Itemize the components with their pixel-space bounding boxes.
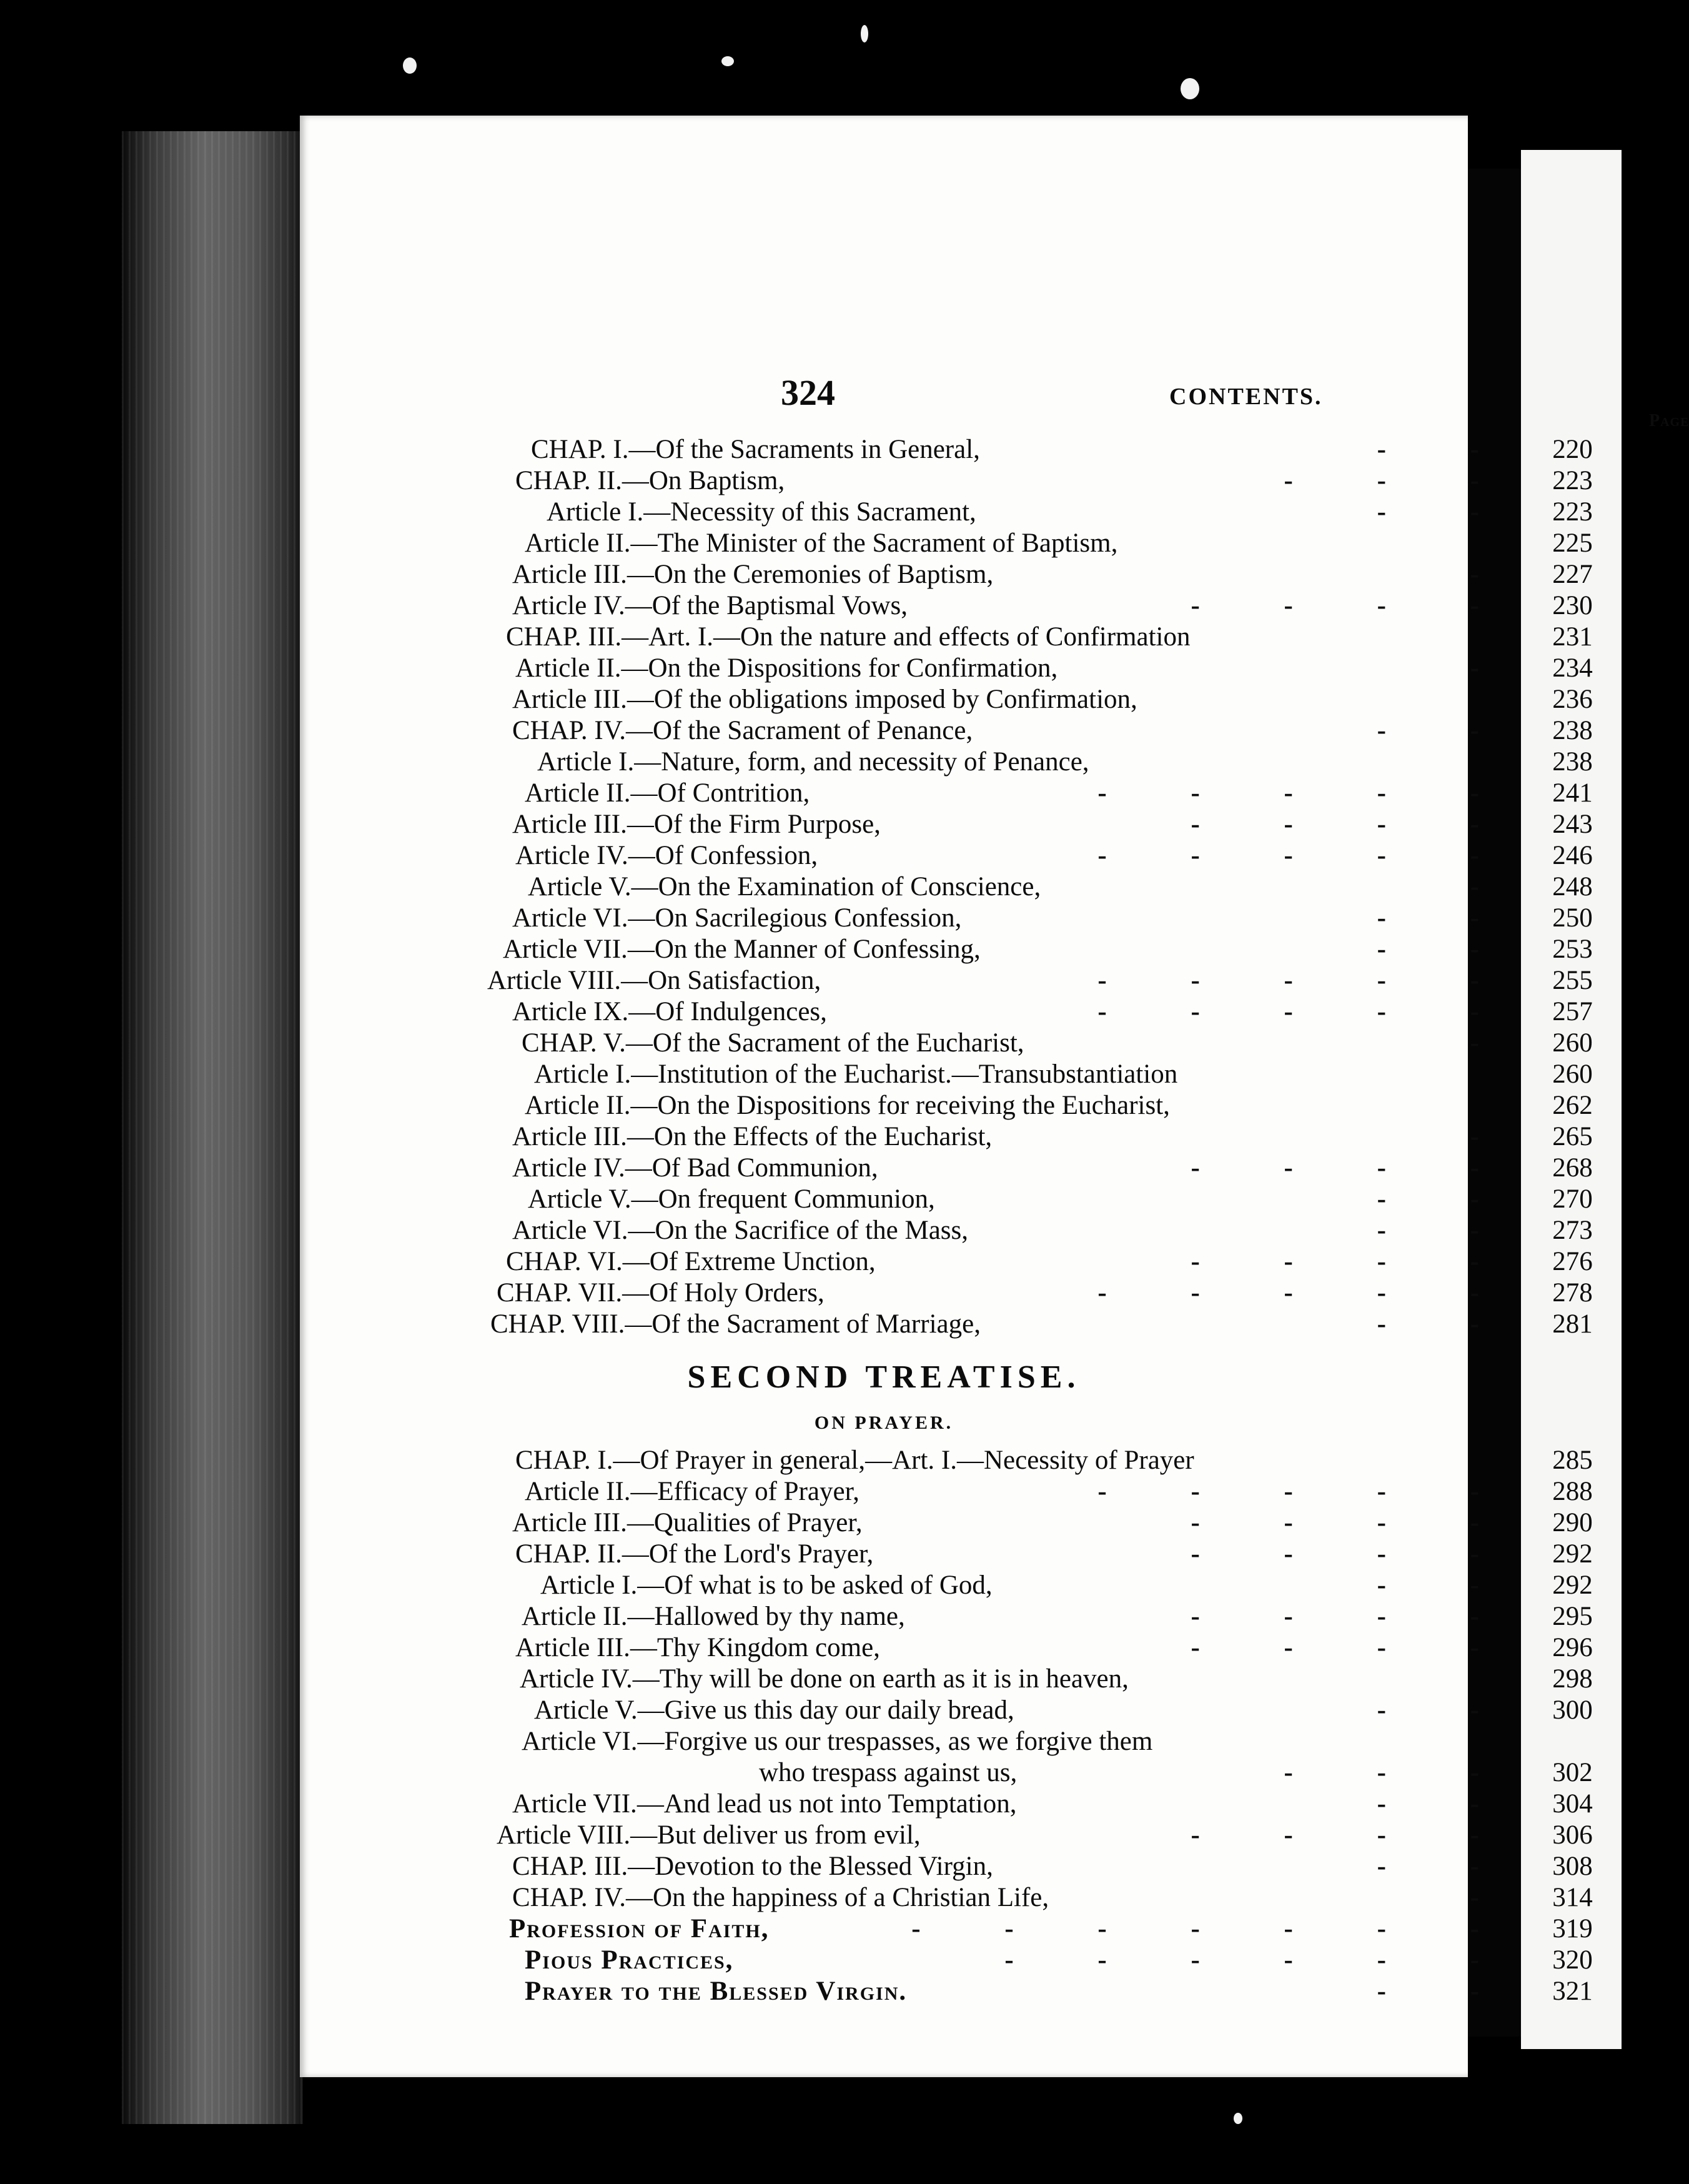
entry-page-number: 302 [1552, 1758, 1593, 1787]
entry-title [503, 934, 981, 965]
dot-leader: - - - - - [1097, 997, 1518, 1026]
scan-speck [861, 25, 868, 42]
prayer-entry [525, 1976, 1615, 2007]
entry-page-number: 288 [1552, 1477, 1593, 1506]
running-head: CONTENTS. [1169, 384, 1323, 410]
entry-title [525, 1476, 859, 1507]
entry-page-number: 281 [1552, 1309, 1593, 1339]
entry-label: CHAP. I. [515, 1446, 613, 1475]
entry-text: —Of the obligations imposed by Confirmation, [627, 685, 1137, 714]
entry-label: Prayer to the Blessed Virgin. [525, 1977, 908, 2006]
entry-title [537, 747, 1089, 778]
dot-leader: - - - - [1191, 591, 1518, 620]
entry-text: —Of the Sacrament of Marriage, [625, 1309, 981, 1339]
entry-page-number: 298 [1552, 1664, 1593, 1694]
sacraments-entry [547, 497, 1615, 528]
dot-leader: - - - - - - - [911, 1914, 1518, 1943]
dot-leader: - - [1377, 497, 1518, 527]
dot-leader: - - - - - [1097, 841, 1518, 870]
entry-title [522, 1726, 1152, 1757]
entry-page-number: 292 [1552, 1539, 1593, 1569]
entry-text: —Devotion to the Blessed Virgin, [628, 1852, 993, 1881]
sacraments-entry [512, 809, 1615, 840]
entry-title [515, 1539, 873, 1570]
entry-text: —Of the Sacrament of the Eucharist, [625, 1028, 1024, 1058]
dot-leader: - [1470, 653, 1518, 683]
dot-leader: - - - - [1191, 1247, 1518, 1276]
entry-title [512, 809, 881, 840]
entry-page-number: 314 [1552, 1883, 1593, 1912]
entry-label: Article I. [540, 1571, 638, 1600]
entry-text: —On frequent Communion, [631, 1184, 935, 1214]
entry-title [512, 1215, 968, 1246]
dot-leader: - [1470, 560, 1518, 589]
prayer-entry [522, 1601, 1615, 1632]
entry-page-number: 268 [1552, 1153, 1593, 1183]
entry-title [497, 1820, 921, 1851]
entry-page-number: 321 [1552, 1977, 1593, 2006]
entry-title [512, 903, 961, 934]
entry-title [525, 1976, 907, 2007]
entry-page-number: 260 [1552, 1028, 1593, 1058]
entry-label: Article III. [512, 560, 627, 589]
entry-page-number: 238 [1552, 747, 1593, 777]
sacraments-entry [515, 465, 1615, 497]
dot-leader: - - [1377, 935, 1518, 964]
entry-label: Article VIII. [487, 966, 622, 995]
entry-label: Article IV. [515, 841, 628, 870]
entry-text: —On the Effects of the Eucharist, [627, 1122, 993, 1151]
scan-speck [403, 57, 417, 74]
entry-label: Article I. [537, 747, 635, 777]
prayer-entry [515, 1632, 1615, 1664]
prayer-entry [512, 1507, 1615, 1539]
scan-speck [721, 56, 734, 66]
prayer-entry [509, 1913, 1615, 1945]
entry-text: —On Baptism, [622, 466, 785, 495]
entry-title [525, 1090, 1170, 1121]
entry-text: —On the Sacrifice of the Mass, [628, 1216, 968, 1245]
entry-label: Article V. [534, 1695, 638, 1725]
entry-label: Article III. [512, 685, 627, 714]
entry-title [512, 1851, 993, 1882]
prayer-entry [525, 1945, 1615, 1976]
entry-label: Article VI. [512, 1216, 628, 1245]
dot-leader: - - [1377, 716, 1518, 745]
entry-title [534, 1695, 1014, 1726]
entry-text: —Forgive us our trespasses, as we forgive them [637, 1727, 1153, 1756]
scan-speck [1181, 78, 1199, 99]
entry-label: CHAP. III. [506, 622, 622, 652]
entry-text: —Of the Lord's Prayer, [622, 1539, 874, 1569]
sacraments-entry [525, 778, 1615, 809]
prayer-entry [759, 1757, 1615, 1789]
entry-page-number: 227 [1552, 560, 1593, 589]
entry-page-number: 300 [1552, 1695, 1593, 1725]
dot-leader: - - [1377, 1571, 1518, 1600]
dot-leader: - - [1377, 1852, 1518, 1881]
entry-page-number: 220 [1552, 435, 1593, 464]
entry-text: —Hallowed by thy name, [627, 1602, 905, 1631]
dot-leader: - - [1377, 1184, 1518, 1214]
dot-leader: - - [1377, 903, 1518, 933]
entry-label: CHAP. VII. [497, 1278, 623, 1308]
dot-leader: - - - - - [1097, 966, 1518, 995]
entry-label: Article VI. [512, 903, 628, 933]
entry-label: Article III. [512, 1508, 627, 1537]
entry-label: Article V. [528, 1184, 632, 1214]
entry-page-number: 285 [1552, 1446, 1593, 1475]
entry-page-number: 234 [1552, 653, 1593, 683]
entry-page-number: 278 [1552, 1278, 1593, 1308]
entry-title [534, 1059, 1177, 1090]
entry-page-number: 246 [1552, 841, 1593, 870]
entry-text: —Thy Kingdom come, [630, 1633, 880, 1662]
prayer-entry [520, 1664, 1615, 1695]
entry-text: —On the Dispositions for receiving the Eucharist, [630, 1091, 1170, 1120]
entry-page-number: 230 [1552, 591, 1593, 620]
sacraments-entry [528, 871, 1615, 903]
prayer-entry [534, 1695, 1615, 1726]
entry-page-number: 231 [1552, 622, 1593, 652]
entry-title [512, 996, 827, 1028]
entry-label: Article III. [515, 1633, 630, 1662]
dot-leader: - - [1377, 1216, 1518, 1245]
dot-leader: - - [1377, 1309, 1518, 1339]
scan-speck [1234, 2113, 1242, 2124]
entry-page-number: 257 [1552, 997, 1593, 1026]
entry-page-number: 225 [1552, 529, 1593, 558]
entry-text: —On the Manner of Confessing, [627, 935, 981, 964]
entry-page-number: 308 [1552, 1852, 1593, 1881]
entry-title [512, 1882, 1049, 1913]
entry-text: —On the Dispositions for Confirmation, [621, 653, 1058, 683]
entry-page-number: 248 [1552, 872, 1593, 901]
entry-text: —On the happiness of a Christian Life, [626, 1883, 1049, 1912]
entry-text: —Of Confession, [628, 841, 818, 870]
entry-text: —Give us this day our daily bread, [637, 1695, 1014, 1725]
entry-page-number: 223 [1552, 466, 1593, 495]
prayer-entry [515, 1445, 1615, 1476]
entry-text: —Nature, form, and necessity of Penance, [634, 747, 1089, 777]
prayer-entry [512, 1789, 1615, 1820]
sacraments-entry [506, 622, 1615, 653]
dot-leader: - - - [1284, 1758, 1518, 1787]
entry-page-number: 223 [1552, 497, 1593, 527]
entry-label: Article II. [515, 653, 622, 683]
entry-page-number: 290 [1552, 1508, 1593, 1537]
entry-label: Article I. [547, 497, 644, 527]
entry-text: —Of the Sacraments in General, [628, 435, 980, 464]
entry-text: —Of Prayer in general,—Art. I.—Necessity of Prayer [613, 1446, 1194, 1475]
entry-title [497, 1278, 825, 1309]
entry-title [512, 1121, 992, 1153]
entry-page-number: 243 [1552, 810, 1593, 839]
entry-text: —Of Extreme Unction, [622, 1247, 876, 1276]
entry-label: Article IX. [512, 997, 629, 1026]
entry-text: —Institution of the Eucharist.—Transubstantiation [631, 1060, 1178, 1089]
entry-title [759, 1757, 1017, 1789]
entry-title [515, 653, 1057, 684]
sacraments-entry [512, 1121, 1615, 1153]
page-column-label: Page [1649, 411, 1689, 430]
dot-leader: - - - - - - [1004, 1945, 1518, 1975]
entry-label: Profession of Faith, [509, 1914, 770, 1943]
entry-label: Article VII. [503, 935, 628, 964]
entry-text: —Of Contrition, [630, 778, 810, 808]
entry-label: Article VI. [522, 1727, 638, 1756]
entry-title [512, 684, 1137, 715]
entry-label: Article III. [512, 1122, 627, 1151]
entry-text: —On Sacrilegious Confession, [628, 903, 962, 933]
dot-leader: - - - - [1191, 1153, 1518, 1183]
sacraments-entry [512, 684, 1615, 715]
entry-page-number: 319 [1552, 1914, 1593, 1943]
entry-text: —Of Bad Communion, [625, 1153, 878, 1183]
entry-label: CHAP. III. [512, 1852, 628, 1881]
entry-label: Article VII. [512, 1789, 637, 1819]
sacraments-entry [490, 1309, 1615, 1340]
dot-leader: - - - [1284, 466, 1518, 495]
sacraments-entry [512, 1215, 1615, 1246]
dot-leader: - - - - [1191, 810, 1518, 839]
entry-page-number: 306 [1552, 1820, 1593, 1850]
entry-label: Article II. [525, 529, 631, 558]
dot-leader: - [1470, 1883, 1518, 1912]
entry-label: CHAP. VI. [506, 1247, 623, 1276]
entry-label: Article I. [534, 1060, 632, 1089]
dot-leader: - - - - [1191, 1508, 1518, 1537]
entry-text: —Of the Sacrament of Penance, [626, 716, 973, 745]
sacraments-entry [525, 528, 1615, 559]
dot-leader: - - - - - [1097, 1278, 1518, 1308]
prayer-entry [497, 1820, 1615, 1851]
entry-title [522, 1028, 1024, 1059]
entry-label: CHAP. II. [515, 466, 622, 495]
entry-text: —Of what is to be asked of God, [637, 1571, 993, 1600]
sacraments-entry [487, 965, 1615, 996]
entry-page-number: 241 [1552, 778, 1593, 808]
dot-leader: - - - - - [1097, 778, 1518, 808]
sacraments-entry [512, 559, 1615, 590]
entry-label: Article III. [512, 810, 627, 839]
entry-title [547, 497, 976, 528]
entry-text: —Necessity of this Sacrament, [643, 497, 976, 527]
entry-title [515, 1632, 880, 1664]
entry-text: —Of Holy Orders, [622, 1278, 825, 1308]
entry-text: —And lead us not into Temptation, [636, 1789, 1017, 1819]
entry-text: —Of the Firm Purpose, [627, 810, 881, 839]
prayer-entry [515, 1539, 1615, 1570]
sacraments-entry [512, 590, 1615, 622]
entry-title [512, 590, 908, 622]
entry-page-number: 260 [1552, 1060, 1593, 1089]
sacraments-entry [503, 934, 1615, 965]
entry-label: CHAP. IV. [512, 716, 627, 745]
entry-page-number: 270 [1552, 1184, 1593, 1214]
entry-title [528, 871, 1041, 903]
entry-title [490, 1309, 981, 1340]
entry-page-number: 253 [1552, 935, 1593, 964]
entry-title [525, 528, 1117, 559]
prayer-entry [540, 1570, 1615, 1601]
sacraments-entry [512, 715, 1615, 747]
entry-text: —Of the Baptismal Vows, [625, 591, 908, 620]
entry-page-number: 320 [1552, 1945, 1593, 1975]
entry-page-number: 292 [1552, 1571, 1593, 1600]
entry-title [525, 778, 810, 809]
entry-title [540, 1570, 993, 1601]
dot-leader: - - [1377, 1977, 1518, 2006]
sacraments-entry [512, 1153, 1615, 1184]
entry-title [515, 840, 818, 871]
entry-page-number: 276 [1552, 1247, 1593, 1276]
entry-title [512, 559, 993, 590]
entry-title [512, 1507, 863, 1539]
entry-label: Article II. [525, 778, 631, 808]
sacraments-entry [512, 996, 1615, 1028]
dot-leader: - - [1377, 1695, 1518, 1725]
sacraments-entry [522, 1028, 1615, 1059]
entry-page-number: 262 [1552, 1091, 1593, 1120]
dot-leader: - - - - - [1097, 1477, 1518, 1506]
entry-title [515, 1445, 1194, 1476]
prayer-entry [512, 1851, 1615, 1882]
entry-label: Article IV. [512, 1153, 625, 1183]
entry-page-number: 296 [1552, 1633, 1593, 1662]
entry-label: CHAP. V. [522, 1028, 626, 1058]
sacraments-entry [537, 747, 1615, 778]
entry-title [531, 434, 980, 465]
sacraments-entry [515, 653, 1615, 684]
treatise-subheading: ON PRAYER. [814, 1412, 954, 1433]
sacraments-entry [506, 1246, 1615, 1278]
entry-page-number: 255 [1552, 966, 1593, 995]
entry-text: —The Minister of the Sacrament of Baptism, [630, 529, 1118, 558]
sacraments-entry [512, 903, 1615, 934]
entry-page-number: 250 [1552, 903, 1593, 933]
entry-label: CHAP. II. [515, 1539, 622, 1569]
sacraments-entry [528, 1184, 1615, 1215]
entry-label: Article II. [525, 1477, 631, 1506]
dot-leader: - - [1377, 1789, 1518, 1819]
sacraments-entry [531, 434, 1615, 465]
entry-text: —Thy will be done on earth as it is in heaven, [632, 1664, 1129, 1694]
entry-page-number: 265 [1552, 1122, 1593, 1151]
entry-title [512, 715, 973, 747]
entry-label: Article IV. [512, 591, 625, 620]
entry-title [515, 465, 785, 497]
sacraments-entry [534, 1059, 1615, 1090]
entry-page-number: 273 [1552, 1216, 1593, 1245]
entry-label: CHAP. VIII. [490, 1309, 625, 1339]
entry-title [520, 1664, 1129, 1695]
entry-label: Pious Practices, [525, 1945, 734, 1975]
entry-label: Article IV. [520, 1664, 633, 1694]
entry-title [512, 1789, 1017, 1820]
prayer-entry [522, 1726, 1615, 1757]
page-number: 324 [781, 372, 835, 413]
entry-text: —Qualities of Prayer, [627, 1508, 863, 1537]
entry-page-number: 236 [1552, 685, 1593, 714]
entry-title [509, 1913, 770, 1945]
entry-text: —Art. I.—On the nature and effects of Confirmation [622, 622, 1191, 652]
entry-text: —On the Ceremonies of Baptism, [627, 560, 994, 589]
entry-label: Article II. [525, 1091, 631, 1120]
dot-leader: - [1470, 872, 1518, 901]
entry-title [522, 1601, 905, 1632]
entry-title [506, 622, 1190, 653]
dot-leader: - - [1377, 435, 1518, 464]
sacraments-entry [525, 1090, 1615, 1121]
treatise-heading: SECOND TREATISE. [687, 1359, 1081, 1395]
entry-text: —On the Examination of Conscience, [631, 872, 1041, 901]
sacraments-entry [497, 1278, 1615, 1309]
entry-text: who trespass against us, [759, 1758, 1018, 1787]
book-page [300, 116, 1689, 2077]
entry-title [512, 1153, 878, 1184]
entry-page-number: 238 [1552, 716, 1593, 745]
dot-leader: - - - - [1191, 1602, 1518, 1631]
entry-title [506, 1246, 876, 1278]
entry-label: Article II. [522, 1602, 628, 1631]
entry-page-number: 304 [1552, 1789, 1593, 1819]
entry-label: Article VIII. [497, 1820, 631, 1850]
entry-page-number: 295 [1552, 1602, 1593, 1631]
dot-leader: - - - - [1191, 1820, 1518, 1850]
entry-text: —But deliver us from evil, [630, 1820, 921, 1850]
dot-leader: - [1470, 1028, 1518, 1058]
entry-title [528, 1184, 935, 1215]
dot-leader: - - - - [1191, 1633, 1518, 1662]
book-spine [122, 131, 303, 2124]
entry-text: —Of Indulgences, [628, 997, 827, 1026]
prayer-entry [512, 1882, 1615, 1913]
prayer-entry [525, 1476, 1615, 1507]
entry-label: Article V. [528, 872, 632, 901]
dot-leader: - - - - [1191, 1539, 1518, 1569]
entry-label: CHAP. I. [531, 435, 629, 464]
entry-label: CHAP. IV. [512, 1883, 627, 1912]
sacraments-entry [515, 840, 1615, 871]
entry-text: —On Satisfaction, [621, 966, 821, 995]
entry-text: —Efficacy of Prayer, [630, 1477, 859, 1506]
entry-title [525, 1945, 733, 1976]
dot-leader: - [1470, 1122, 1518, 1151]
entry-title [487, 965, 821, 996]
